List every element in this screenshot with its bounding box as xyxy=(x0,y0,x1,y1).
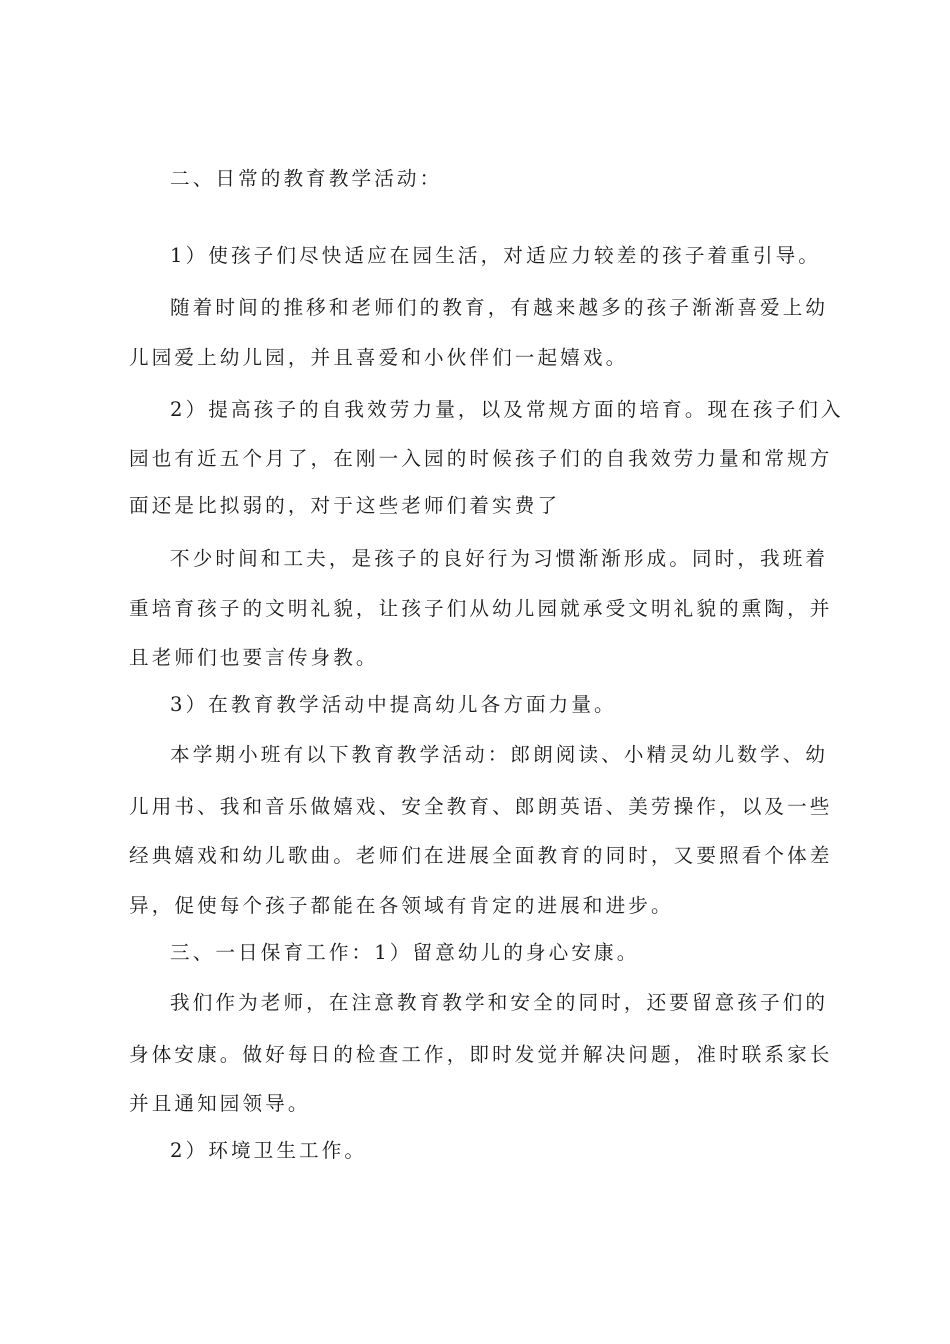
paragraph-line: 面还是比拟弱的，对于这些老师们着实费了 xyxy=(129,494,561,517)
paragraph-line: 不少时间和工夫，是孩子的良好行为习惯渐渐形成。同时，我班着 xyxy=(170,547,829,570)
paragraph-line: 园也有近五个月了，在刚一入园的时候孩子们的自我效劳力量和常规方 xyxy=(129,447,833,470)
paragraph-line: 儿园爱上幼儿园，并且喜爱和小伙伴们一起嬉戏。 xyxy=(129,346,629,369)
paragraph-line: 随着时间的推移和老师们的教育，有越来越多的孩子渐渐喜爱上幼 xyxy=(170,296,829,319)
paragraph-line: 本学期小班有以下教育教学活动：郎朗阅读、小精灵幼儿数学、幼 xyxy=(170,743,829,766)
paragraph-line: 异，促使每个孩子都能在各领域有肯定的进展和进步。 xyxy=(129,894,674,917)
paragraph-line: 3）在教育教学活动中提高幼儿各方面力量。 xyxy=(170,693,617,716)
paragraph-line: 身体安康。做好每日的检查工作，即时发觉并解决问题，准时联系家长 xyxy=(129,1043,833,1066)
paragraph-line: 我们作为老师，在注意教育教学和安全的同时，还要留意孩子们的 xyxy=(170,991,829,1014)
paragraph-line: 1）使孩子们尽快适应在园生活，对适应力较差的孩子着重引导。 xyxy=(170,244,821,267)
section-heading-daily-activities: 二、日常的教育教学活动： xyxy=(170,167,443,190)
paragraph-line: 2）提高孩子的自我效劳力量，以及常规方面的培育。现在孩子们入 xyxy=(170,398,844,421)
paragraph-line: 2）环境卫生工作。 xyxy=(170,1139,368,1162)
paragraph-line: 儿用书、我和音乐做嬉戏、安全教育、郎朗英语、美劳操作，以及一些 xyxy=(129,795,833,818)
paragraph-line: 并且通知园领导。 xyxy=(129,1092,311,1115)
paragraph-line: 且老师们也要言传身教。 xyxy=(129,646,379,669)
paragraph-line: 重培育孩子的文明礼貌，让孩子们从幼儿园就承受文明礼貌的熏陶，并 xyxy=(129,597,833,620)
paragraph-line: 经典嬉戏和幼儿歌曲。老师们在进展全面教育的同时，又要照看个体差 xyxy=(129,844,833,867)
section-heading-daily-care: 三、一日保育工作：1）留意幼儿的身心安康。 xyxy=(170,941,640,964)
